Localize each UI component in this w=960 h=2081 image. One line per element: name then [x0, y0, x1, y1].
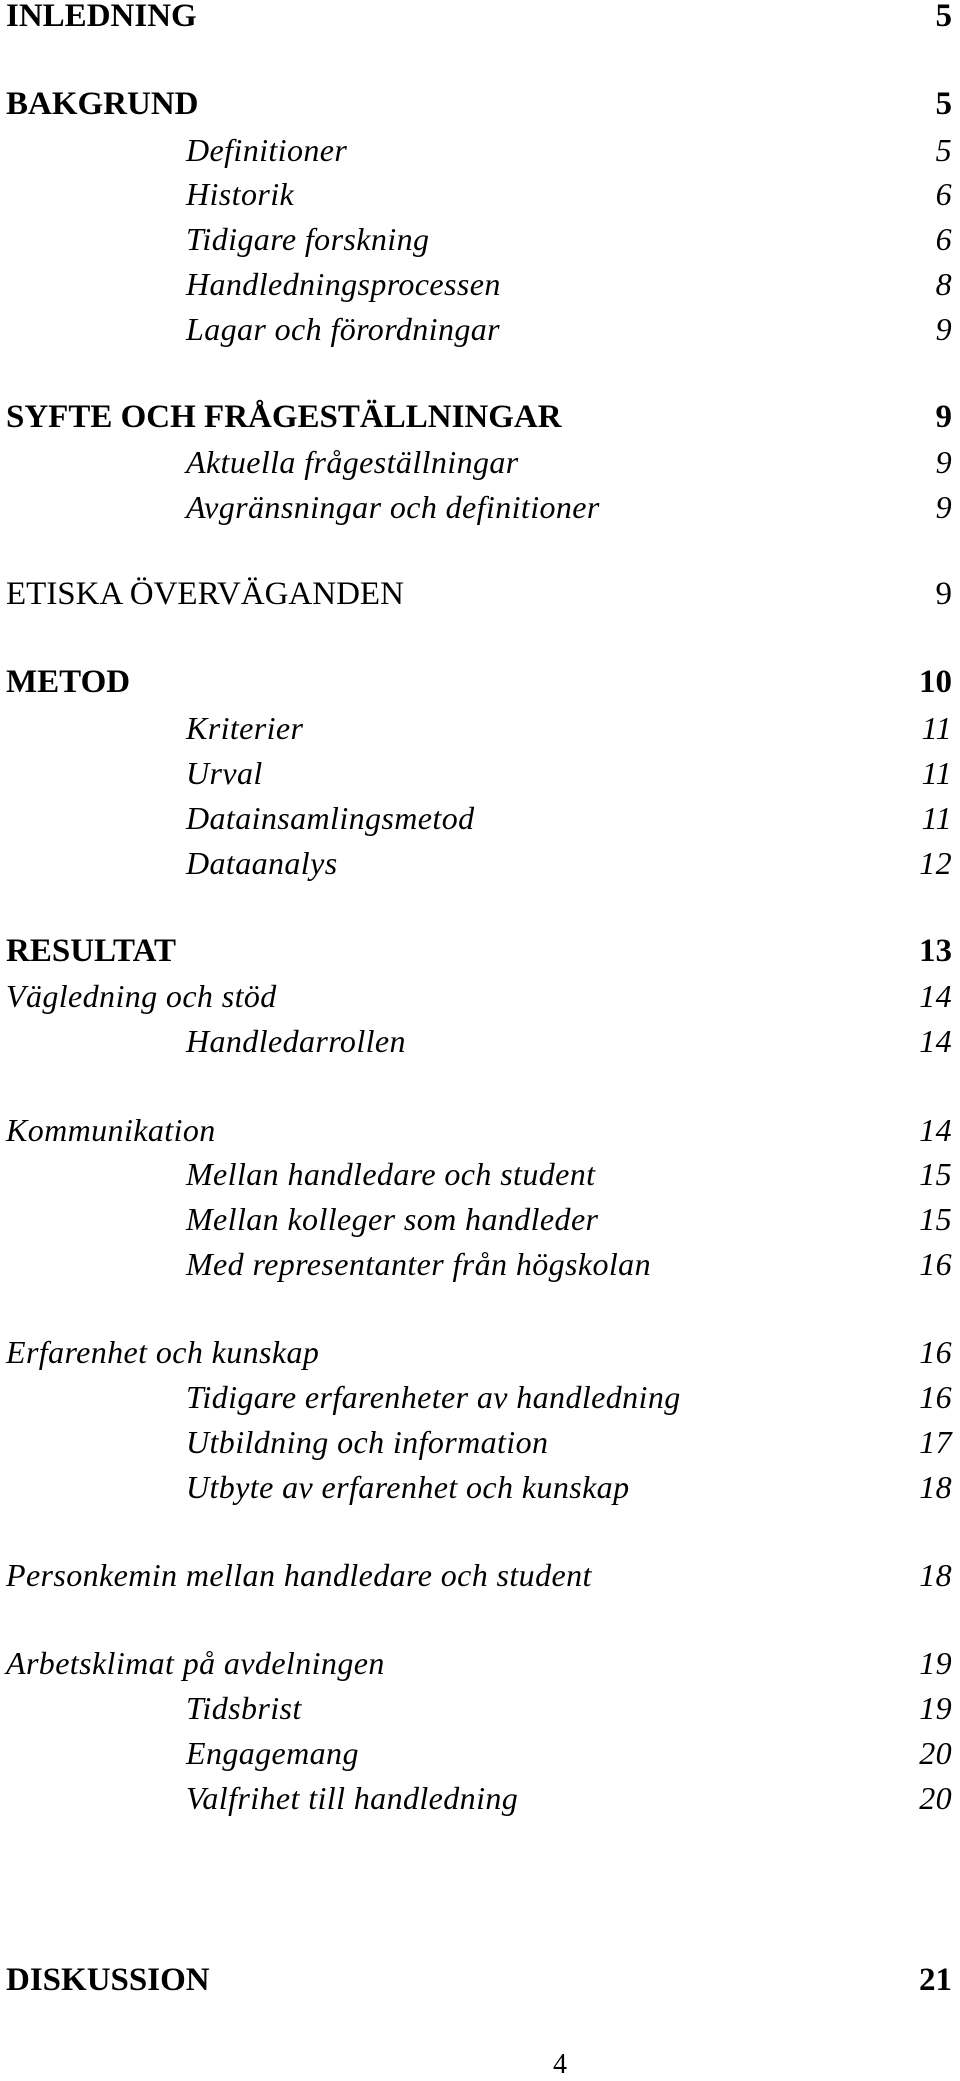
toc-entry [6, 1197, 952, 1241]
toc-entry [6, 440, 952, 484]
page-number: 4 [553, 2049, 567, 2080]
toc-entry-title: Handledningsprocessen [186, 266, 501, 302]
toc-entry-title: Tidigare erfarenheter av handledning [186, 1379, 681, 1415]
toc-entry [6, 395, 952, 439]
toc-entry-title: Utbildning och information [186, 1424, 549, 1460]
toc-entry-title: BAKGRUND [6, 86, 199, 122]
toc-entry-title: Aktuella frågeställningar [186, 444, 519, 480]
toc-entry-title: Historik [186, 176, 295, 212]
toc-entry [6, 0, 952, 38]
toc-entry-page: 5 [935, 86, 952, 122]
toc-entry-title: Tidigare forskning [186, 221, 430, 257]
toc-entry-title: Kriterier [186, 710, 304, 746]
toc-entry-title: Valfrihet till handledning [186, 1780, 519, 1816]
toc-entry-title: Dataanalys [186, 845, 338, 881]
toc-entry-page: 14 [919, 1112, 952, 1148]
toc-entry [6, 1242, 952, 1286]
toc-entry-title: Tidsbrist [186, 1690, 302, 1726]
toc-entry-title: Urval [186, 755, 263, 791]
toc-entry-page: 8 [935, 266, 952, 302]
toc-entry-page: 9 [935, 399, 952, 435]
toc-entry [6, 217, 952, 261]
toc-entry [6, 485, 952, 529]
toc-entry-title: Vägledning och stöd [6, 978, 277, 1014]
toc-entry [6, 841, 952, 885]
toc-entry-title: Lagar och förordningar [186, 311, 501, 347]
toc-entry [6, 751, 952, 795]
toc-entry-title: RESULTAT [6, 933, 176, 969]
toc-entry-page: 9 [935, 444, 952, 480]
toc-entry-title: Personkemin mellan handledare och student [6, 1557, 592, 1593]
toc-entry [6, 1108, 952, 1152]
toc-entry-page: 11 [921, 755, 952, 791]
toc-entry [6, 1641, 952, 1685]
toc-entry-page: 14 [919, 1023, 952, 1059]
toc-entry [6, 660, 952, 704]
toc-entry-title: Erfarenhet och kunskap [6, 1334, 320, 1370]
toc-entry-title: Mellan handledare och student [186, 1156, 596, 1192]
toc-entry [6, 1553, 952, 1597]
toc-entry-title: Datainsamlingsmetod [186, 800, 475, 836]
toc-entry [6, 974, 952, 1018]
toc-entry-page: 16 [919, 1379, 952, 1415]
toc-entry [6, 1958, 952, 2002]
toc-entry [6, 172, 952, 216]
toc-entry-page: 21 [919, 1962, 952, 1998]
toc-entry [6, 1375, 952, 1419]
toc-entry-title: Avgränsningar och definitioner [186, 489, 600, 525]
toc-entry-page: 19 [919, 1690, 952, 1726]
toc-entry-page: 19 [919, 1645, 952, 1681]
toc-entry [6, 307, 952, 351]
toc-entry-title: Utbyte av erfarenhet och kunskap [186, 1469, 630, 1505]
toc-entry [6, 706, 952, 750]
toc-entry-page: 9 [935, 576, 952, 612]
toc-entry-page: 18 [919, 1469, 952, 1505]
toc-entry [6, 1152, 952, 1196]
toc-entry-page: 18 [919, 1557, 952, 1593]
toc-entry-title: INLEDNING [6, 0, 197, 34]
toc-entry [6, 1686, 952, 1730]
toc-entry-page: 6 [935, 176, 952, 212]
toc-entry-title: Handledarrollen [186, 1023, 406, 1059]
toc-entry-page: 5 [935, 132, 952, 168]
toc-entry-title: DISKUSSION [6, 1962, 210, 1998]
toc-entry [6, 262, 952, 306]
toc-entry-title: Engagemang [186, 1735, 359, 1771]
toc-entry-page: 14 [919, 978, 952, 1014]
toc-entry-page: 9 [935, 311, 952, 347]
toc-entry [6, 1420, 952, 1464]
toc-entry-page: 11 [921, 800, 952, 836]
toc-entry-page: 12 [919, 845, 952, 881]
toc-entry-title: SYFTE OCH FRÅGESTÄLLNINGAR [6, 399, 562, 435]
toc-entry [6, 1330, 952, 1374]
toc-entry [6, 572, 952, 616]
toc-entry [6, 1731, 952, 1775]
toc-entry [6, 1019, 952, 1063]
toc-entry-page: 13 [919, 933, 952, 969]
toc-entry-page: 16 [919, 1334, 952, 1370]
toc-entry-page: 6 [935, 221, 952, 257]
toc-entry-page: 20 [919, 1780, 952, 1816]
toc-entry-page: 16 [919, 1246, 952, 1282]
toc-entry-page: 9 [935, 489, 952, 525]
toc-entry-page: 20 [919, 1735, 952, 1771]
toc-entry-title: METOD [6, 664, 131, 700]
toc-entry-title: Med representanter från högskolan [186, 1246, 651, 1282]
toc-entry [6, 82, 952, 126]
toc-entry-page: 10 [919, 664, 952, 700]
toc-entry-page: 5 [935, 0, 952, 34]
toc-entry-page: 15 [919, 1201, 952, 1237]
toc-entry-title: ETISKA ÖVERVÄGANDEN [6, 576, 404, 612]
toc-entry-title: Arbetsklimat på avdelningen [6, 1645, 385, 1681]
toc-entry [6, 1776, 952, 1820]
toc-entry [6, 796, 952, 840]
toc-entry [6, 1465, 952, 1509]
toc-entry-title: Kommunikation [6, 1112, 216, 1148]
toc-entry [6, 929, 952, 973]
toc-entry-page: 11 [921, 710, 952, 746]
toc-entry [6, 128, 952, 172]
toc-entry-page: 15 [919, 1156, 952, 1192]
toc-entry-title: Definitioner [186, 132, 348, 168]
toc-entry-page: 17 [919, 1424, 952, 1460]
toc-entry-title: Mellan kolleger som handleder [186, 1201, 599, 1237]
